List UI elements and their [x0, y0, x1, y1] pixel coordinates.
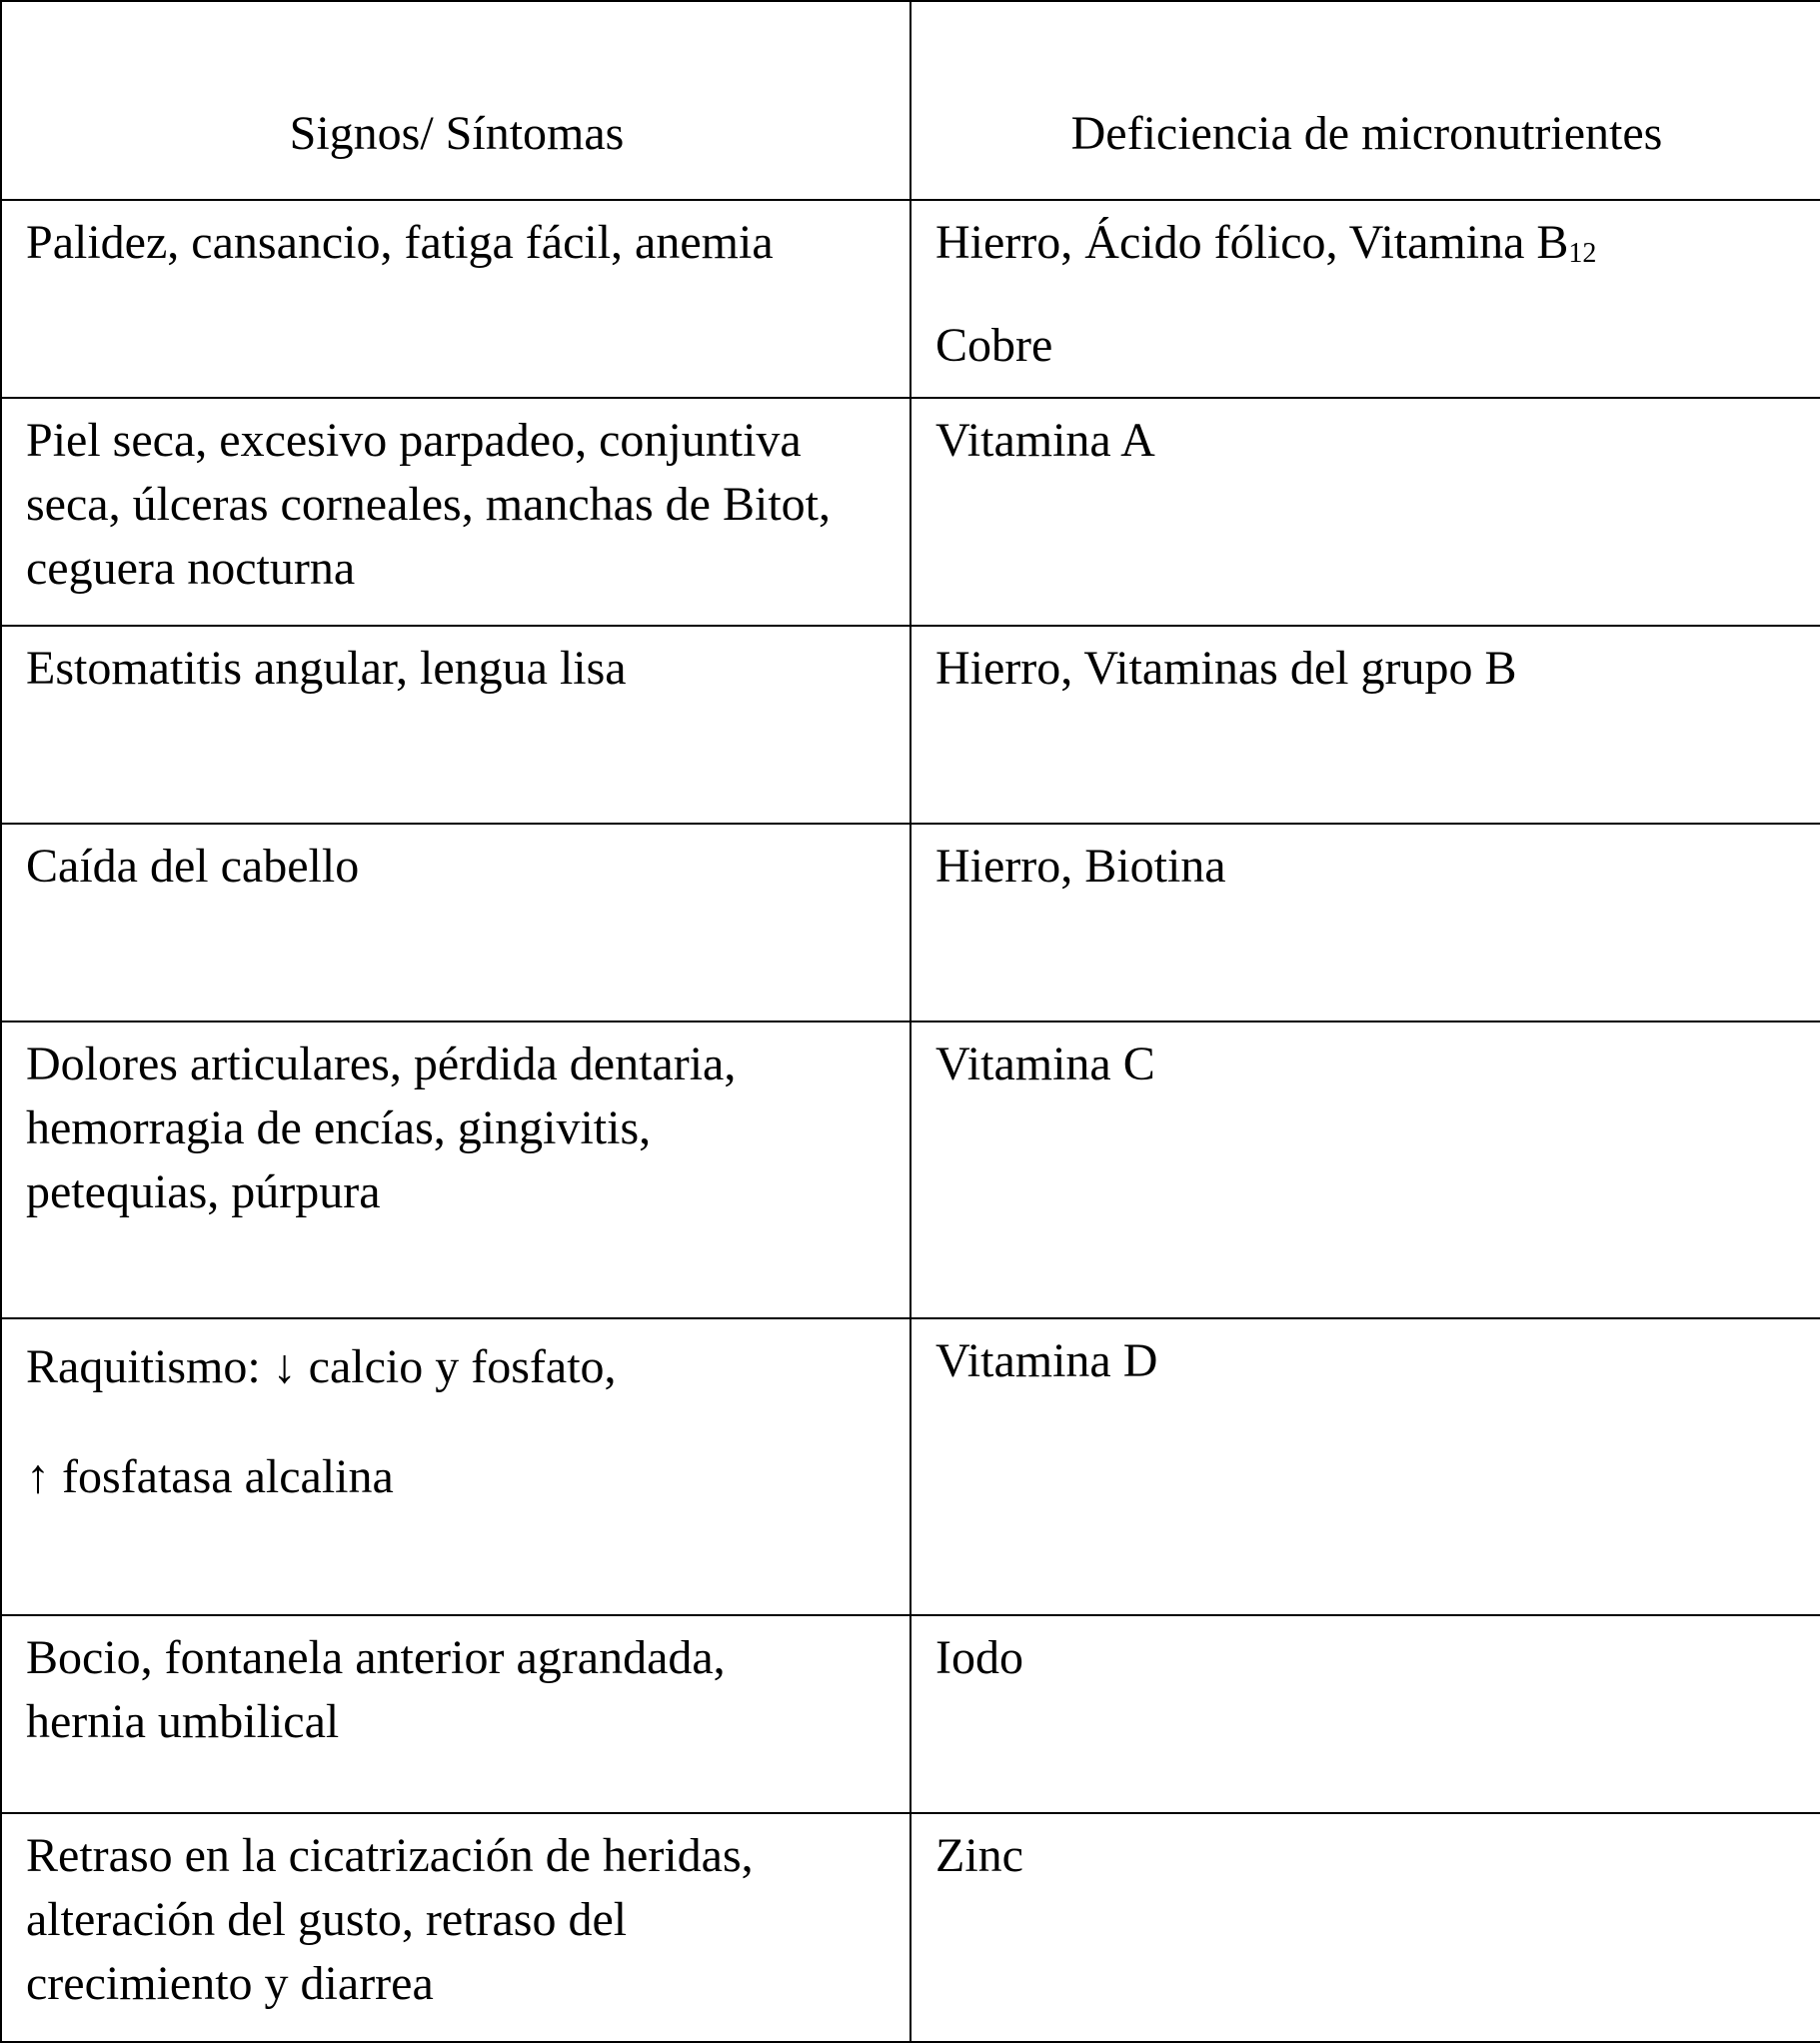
signs-line: ↑ fosfatasa alcalina	[26, 1450, 394, 1503]
deficiency-cell	[910, 1615, 1820, 1813]
header-deficiency: Deficiencia de micronutrientes	[910, 1, 1820, 200]
table-row	[1, 824, 1820, 1022]
signs-cell	[1, 1318, 910, 1615]
deficiency-text: Hierro, Ácido fólico, Vitamina B	[935, 216, 1569, 269]
signs-line: Palidez, cansancio, fatiga fácil, anemia	[26, 216, 774, 269]
deficiency-subscript: 12	[1568, 238, 1597, 269]
header-signs: Signos/ Síntomas	[1, 1, 910, 200]
deficiency-cell	[910, 200, 1820, 398]
signs-line: Raquitismo: ↓ calcio y fosfato,	[26, 1340, 617, 1393]
signs-line: alteración del gusto, retraso del	[26, 1893, 628, 1946]
signs-line: seca, úlceras corneales, manchas de Bitot,	[26, 478, 831, 531]
table-row	[1, 200, 1820, 398]
table-row	[1, 1615, 1820, 1813]
signs-cell	[1, 1022, 910, 1318]
signs-line: petequias, púrpura	[26, 1165, 381, 1218]
deficiency-cell	[910, 398, 1820, 626]
deficiency-extra: Cobre	[935, 319, 1053, 372]
signs-line: crecimiento y diarrea	[26, 1957, 434, 2010]
deficiency-cell	[910, 824, 1820, 1022]
table-row	[1, 398, 1820, 626]
signs-line: hernia umbilical	[26, 1695, 340, 1748]
signs-line: Bocio, fontanela anterior agrandada,	[26, 1631, 726, 1684]
deficiency-text: Hierro, Vitaminas del grupo B	[935, 642, 1517, 695]
signs-cell	[1, 1615, 910, 1813]
signs-line: Estomatitis angular, lengua lisa	[26, 642, 627, 695]
signs-cell	[1, 1813, 910, 2042]
signs-line: Piel seca, excesivo parpadeo, conjuntiva	[26, 414, 802, 467]
deficiency-text: Hierro, Biotina	[935, 840, 1226, 893]
table-header-row	[1, 1, 1820, 200]
signs-line: ceguera nocturna	[26, 542, 356, 595]
signs-cell	[1, 200, 910, 398]
signs-line: Retraso en la cicatrización de heridas,	[26, 1829, 754, 1882]
deficiency-text: Vitamina D	[935, 1334, 1158, 1387]
deficiency-text: Vitamina C	[935, 1037, 1155, 1090]
signs-line: hemorragia de encías, gingivitis,	[26, 1101, 652, 1154]
signs-cell	[1, 824, 910, 1022]
table-row	[1, 1318, 1820, 1615]
signs-cell	[1, 398, 910, 626]
deficiency-text: Iodo	[935, 1631, 1023, 1684]
deficiency-cell	[910, 1318, 1820, 1615]
deficiency-cell	[910, 1813, 1820, 2042]
signs-cell	[1, 626, 910, 824]
deficiency-cell	[910, 1022, 1820, 1318]
table-row	[1, 1813, 1820, 2042]
deficiency-text: Vitamina A	[935, 414, 1155, 467]
deficiency-text: Zinc	[935, 1829, 1023, 1882]
signs-line: Dolores articulares, pérdida dentaria,	[26, 1037, 737, 1090]
table-row	[1, 1022, 1820, 1318]
deficiency-cell	[910, 626, 1820, 824]
deficiency-line	[935, 211, 1798, 282]
signs-line: Caída del cabello	[26, 840, 360, 893]
table-row	[1, 626, 1820, 824]
